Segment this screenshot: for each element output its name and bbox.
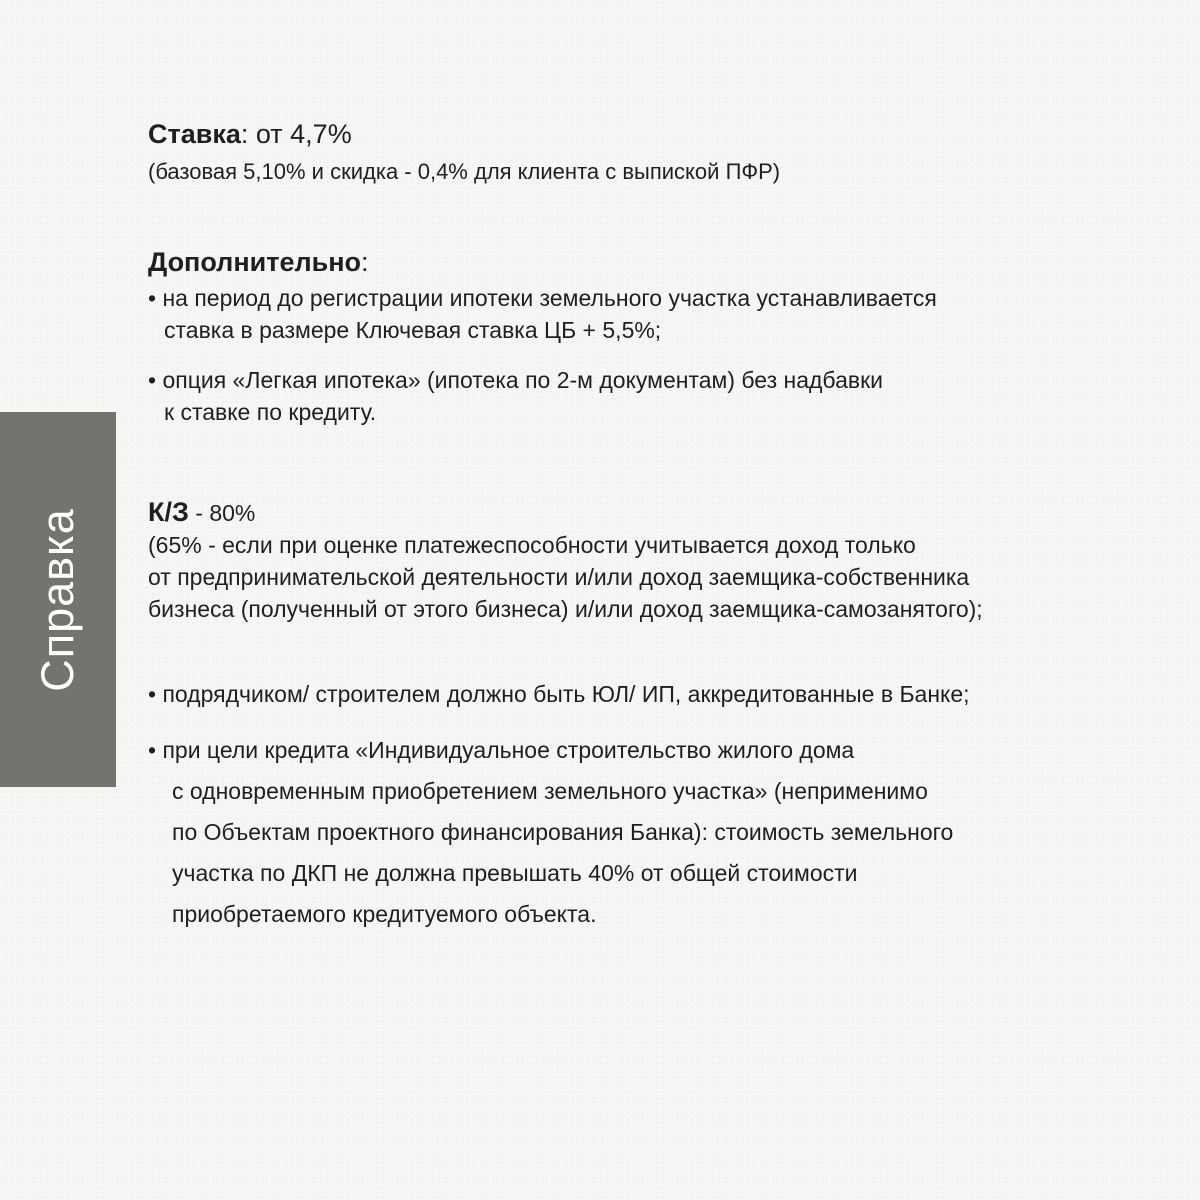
additional-bullet-2 [148,364,937,428]
kz-note-line-2: от предпринимательской деятельности и/или доход заемщика-собственника [148,564,970,590]
additional-bullet-2-line-1: • опция «Легкая ипотека» (ипотека по 2-м документам) без надбавки [148,367,884,393]
rate-section [148,118,780,188]
rate-value: : от 4,7% [240,119,352,149]
additional-bullet-1-line-1: • на период до регистрации ипотеки земельного участка устанавливается [148,285,937,311]
condition-bullet-2-line-3: по Объектам проектного финансирования Банка): стоимость земельного [172,819,954,845]
conditions-section [148,674,970,935]
sidebar-tab [0,412,116,787]
rate-label: Ставка [148,119,241,149]
condition-bullet-2 [148,730,970,935]
rate-note: (базовая 5,10% и скидка - 0,4% для клиента с выпиской ПФР) [148,159,781,184]
additional-label: Дополнительно [148,247,362,277]
additional-bullet-1 [148,282,937,346]
condition-bullet-2-line-5: приобретаемого кредитуемого объекта. [172,901,597,927]
additional-bullet-1-line-2: ставка в размере Ключевая ставка ЦБ + 5,5%; [164,317,662,343]
rate-heading [148,118,780,150]
condition-bullet-2-line-4: участка по ДКП не должна превышать 40% от общей стоимости [172,860,858,886]
additional-colon: : [361,247,369,277]
kz-label: К/З [148,497,189,527]
sidebar-label: Справка [32,508,83,692]
condition-bullet-2-line-2: с одновременным приобретением земельного участка» (неприменимо [172,778,928,804]
kz-heading [148,496,983,529]
kz-note-line-3: бизнеса (полученный от этого бизнеса) и/или доход заемщика-самозанятого); [148,596,983,622]
condition-bullet-2-line-1: • при цели кредита «Индивидуальное строительство жилого дома [148,737,855,763]
kz-note-line-1: (65% - если при оценке платежеспособности учитывается доход только [148,532,916,558]
additional-heading [148,246,937,278]
condition-bullet-1: • подрядчиком/ строителем должно быть ЮЛ/ ИП, аккредитованные в Банке; [148,681,970,707]
additional-section [148,246,937,428]
kz-section [148,496,983,625]
kz-value: - 80% [188,500,256,526]
additional-bullet-2-line-2: к ставке по кредиту. [164,399,377,425]
